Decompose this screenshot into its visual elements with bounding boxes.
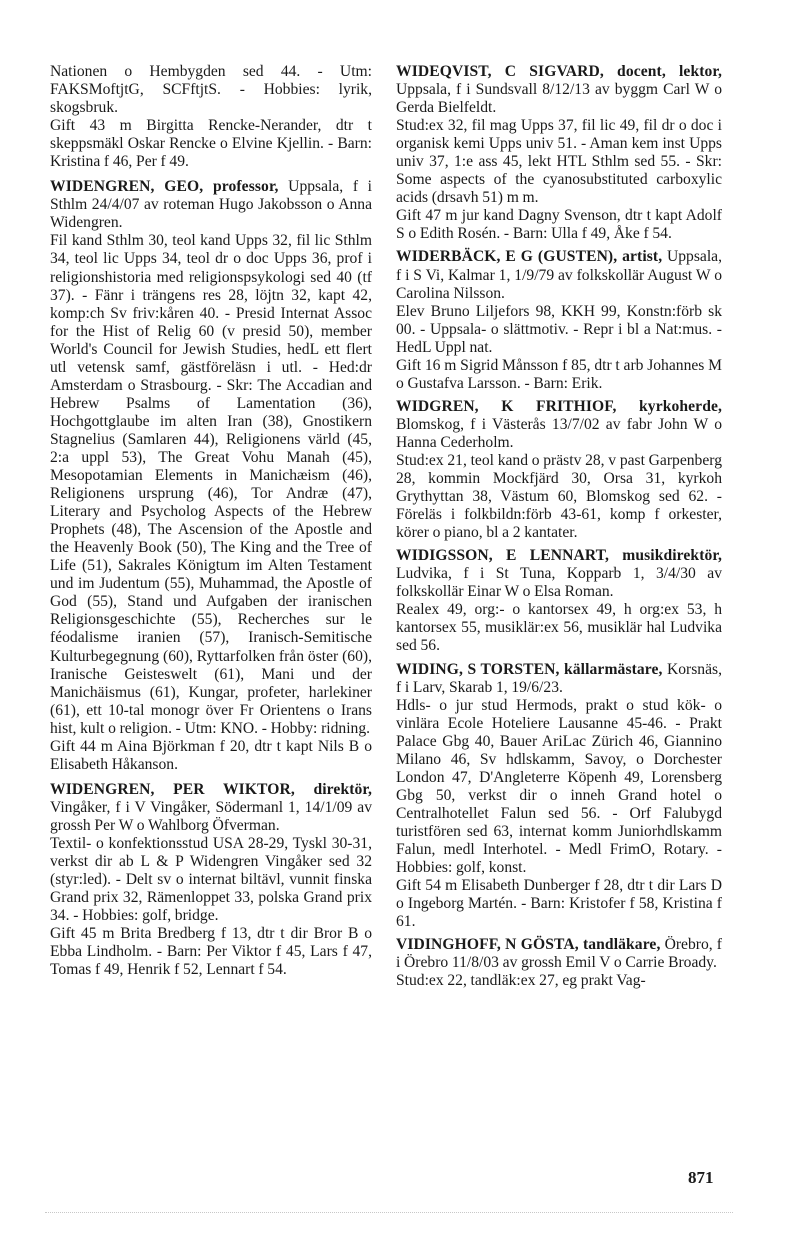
entry-heading: WIDEQVIST, C SIGVARD, docent, lektor, Uppsala, f i Sundsvall 8/12/13 av byggm Carl W o Gerda Bielfeldt.: [396, 63, 722, 117]
entry-text: Gift 47 m jur kand Dagny Svenson, dtr t kapt Adolf S o Edith Rosén. - Barn: Ulla f 49, Åke f 54.: [396, 207, 722, 243]
entry-text: Stud:ex 32, fil mag Upps 37, fil lic 49, fil dr o doc i organisk kemi Upps univ 51. - Aman kem inst Upps univ 37, 1:e ass 45, lekt HTL Sthlm sed 55. - Skr: Some aspects of the cyanosubstituted carboxylic acids (drsavh 51) m m.: [396, 117, 722, 207]
entry-text: Nationen o Hembygden sed 44. - Utm: FAKSMoftjtG, SCFftjtS. - Hobbies: lyrik, skogsbruk.: [50, 63, 372, 117]
left-column: [50, 63, 372, 979]
entry-headword: WIDENGREN, GEO, professor,: [50, 178, 279, 196]
entry-text: Elev Bruno Liljefors 98, KKH 99, Konstn:förb sk 00. - Uppsala- o slättmotiv. - Repr i bl a Nat:mus. - HedL Uppl nat.: [396, 302, 722, 356]
entry-headword: WIDEQVIST, C SIGVARD, docent, lektor,: [396, 63, 722, 80]
entry-text: Fil kand Sthlm 30, teol kand Upps 32, fil lic Sthlm 34, teol lic Upps 34, teol dr o doc Upps 36, prof i religionshistoria med religionspsykologi sed 40 (tf 37). - Fänr i trängens res 28, löjtn 32, kapt 42, komp:ch Sv friv:kåren 40. - Presid Internat Assoc for the Hist of Relig 60 (v presid 50), member World's Council for Jewish Studies, hedL ett flert utl vetensk samf, gästföreläsn i utl. - Hed:dr Amsterdam o Strasbourg. - Skr: The Accadian and Hebrew Psalms of Lamentation (36), Hochgottglaube im alten Iran (38), Gnostikern Stagnelius (Samlaren 44), Religionens värld (45, 2:a uppl 53), The Great Vohu Manah (45), Mesopotamian Elements in Manichæism (46), Religionens ursprung (46), Tor Andræ (47), Literary and Psycholog Aspects of the Hebrew Prophets (48), The Ascension of the Apostle and the Heavenly Book (50), The King and the Tree of Life (51), Sakrales Königtum im Alten Testament und im Judentum (55), Muhammad, the Apostle of God (55), Stand und Aufgaben der iranischen Religionsgeschichte (55), Recherches sur le féodalisme iranien (57), Iranisch-Semitische Kulturbegegnung (60), Ryttarfolken från öster (60), Iranische Geisteswelt (61), Mani und der Manichäismus (61), Kungar, profeter, harlekiner (61), ett 10-tal monogr över Fr Orientens o Irans hist, kult o religion. - Utm: KNO. - Hobby: ridning.: [50, 232, 372, 737]
entry-heading: WIDERBÄCK, E G (GUSTEN), artist, Uppsala, f i S Vi, Kalmar 1, 1/9/79 av folkskollär August W o Carolina Nilsson.: [396, 248, 722, 302]
entry-text: Gift 16 m Sigrid Månsson f 85, dtr t arb Johannes M o Gustafva Larsson. - Barn: Erik.: [396, 356, 722, 392]
entry-heading: VIDINGHOFF, N GÖSTA, tandläkare, Örebro, f i Örebro 11/8/03 av grossh Emil V o Carrie Broady.: [396, 936, 722, 972]
entry-text: Stud:ex 22, tandläk:ex 27, eg prakt Vag-: [396, 972, 646, 990]
entry-heading: WIDENGREN, PER WIKTOR, direktör, Vingåker, f i V Vingåker, Södermanl 1, 14/1/09 av grossh Per W o Wahlborg Öfverman.: [50, 780, 372, 834]
entry-headword: WIDING, S TORSTEN, källarmästare,: [396, 660, 663, 678]
entry-headword: VIDINGHOFF, N GÖSTA, tandläkare,: [396, 936, 661, 954]
entry-heading: WIDGREN, K FRITHIOF, kyrkoherde, Blomskog, f i Västerås 13/7/02 av fabr John W o Hanna Cederholm.: [396, 397, 722, 451]
page-number: 871: [688, 1168, 714, 1187]
entry-headword: WIDENGREN, PER WIKTOR, direktör,: [50, 780, 372, 798]
entry-text: Stud:ex 21, teol kand o prästv 28, v past Garpenberg 28, kommin Mockfjärd 30, Orsa 31, kyrkoh Grythyttan 38, Västum 60, Blomskog sed 62. - Föreläs i folkbildn:förb 43-61, komp f orkester, körer o piano, bl a 2 kantater.: [396, 451, 722, 542]
entry-text: Gift 43 m Birgitta Rencke-Nerander, dtr t skeppsmäkl Oskar Rencke o Elvine Kjellin. - Barn: Kristina f 46, Per f 49.: [50, 117, 372, 171]
entry-headword: WIDERBÄCK, E G (GUSTEN), artist,: [396, 248, 663, 266]
right-column: [396, 63, 722, 990]
entry-text: Realex 49, org:- o kantorsex 49, h org:ex 53, h kantorsex 55, musiklär:ex 56, musiklär hal Ludvika sed 56.: [396, 601, 722, 655]
entry-heading: WIDING, S TORSTEN, källarmästare, Korsnäs, f i Larv, Skarab 1, 19/6/23.: [396, 660, 722, 696]
entry-heading: WIDENGREN, GEO, professor, Uppsala, f i Sthlm 24/4/07 av roteman Hugo Jakobsson o Anna Widengren.: [50, 178, 372, 232]
entry-text: Gift 54 m Elisabeth Dunberger f 28, dtr t dir Lars D o Ingeborg Martén. - Barn: Kristofer f 58, Kristina f 61.: [396, 877, 722, 931]
entry-headword: WIDIGSSON, E LENNART, musikdirektör,: [396, 547, 722, 565]
entry-text: Gift 44 m Aina Björkman f 20, dtr t kapt Nils B o Elisabeth Håkanson.: [50, 737, 372, 773]
entry-text: Hdls- o jur stud Hermods, prakt o stud kök- o vinlära Ecole Hoteliere Lausanne 45-46. - Prakt Palace Gbg 40, Bauer AriLac Zürich 46, Giannino Milano 46, Sv hdlskamm, Savoy, o Dorchester London 47, D'Angleterre Köpenh 49, Lorensberg Gbg 50, verkst dir o inneh Grand hotel o Centralhotellet Falun sed 56. - Orf Falubygd turistfören sed 63, internat komm Juniorhdlskamm Falun, medl Interhotel. - Medl FrimO, Rotary. - Hobbies: golf, konst.: [396, 696, 722, 877]
entry-text: Gift 45 m Brita Bredberg f 13, dtr t dir Bror B o Ebba Lindholm. - Barn: Per Viktor f 45, Lars f 47, Tomas f 49, Henrik f 52, Lennart f 54.: [50, 925, 372, 979]
entry-text: Textil- o konfektionsstud USA 28-29, Tyskl 30-31, verkst dir ab L & P Widengren Vingåker sed 32 (styr:led). - Delt sv o internat biltävl, vunnit finska Grand prix 32, Rämenloppet 33, polska Grand prix 34. - Hobbies: golf, bridge.: [50, 834, 372, 925]
entry-heading: WIDIGSSON, E LENNART, musikdirektör, Ludvika, f i St Tuna, Kopparb 1, 3/4/30 av folkskollär Einar W o Elsa Roman.: [396, 547, 722, 601]
bottom-rule: [45, 1212, 733, 1213]
entry-headword: WIDGREN, K FRITHIOF, kyrkoherde,: [396, 397, 722, 415]
